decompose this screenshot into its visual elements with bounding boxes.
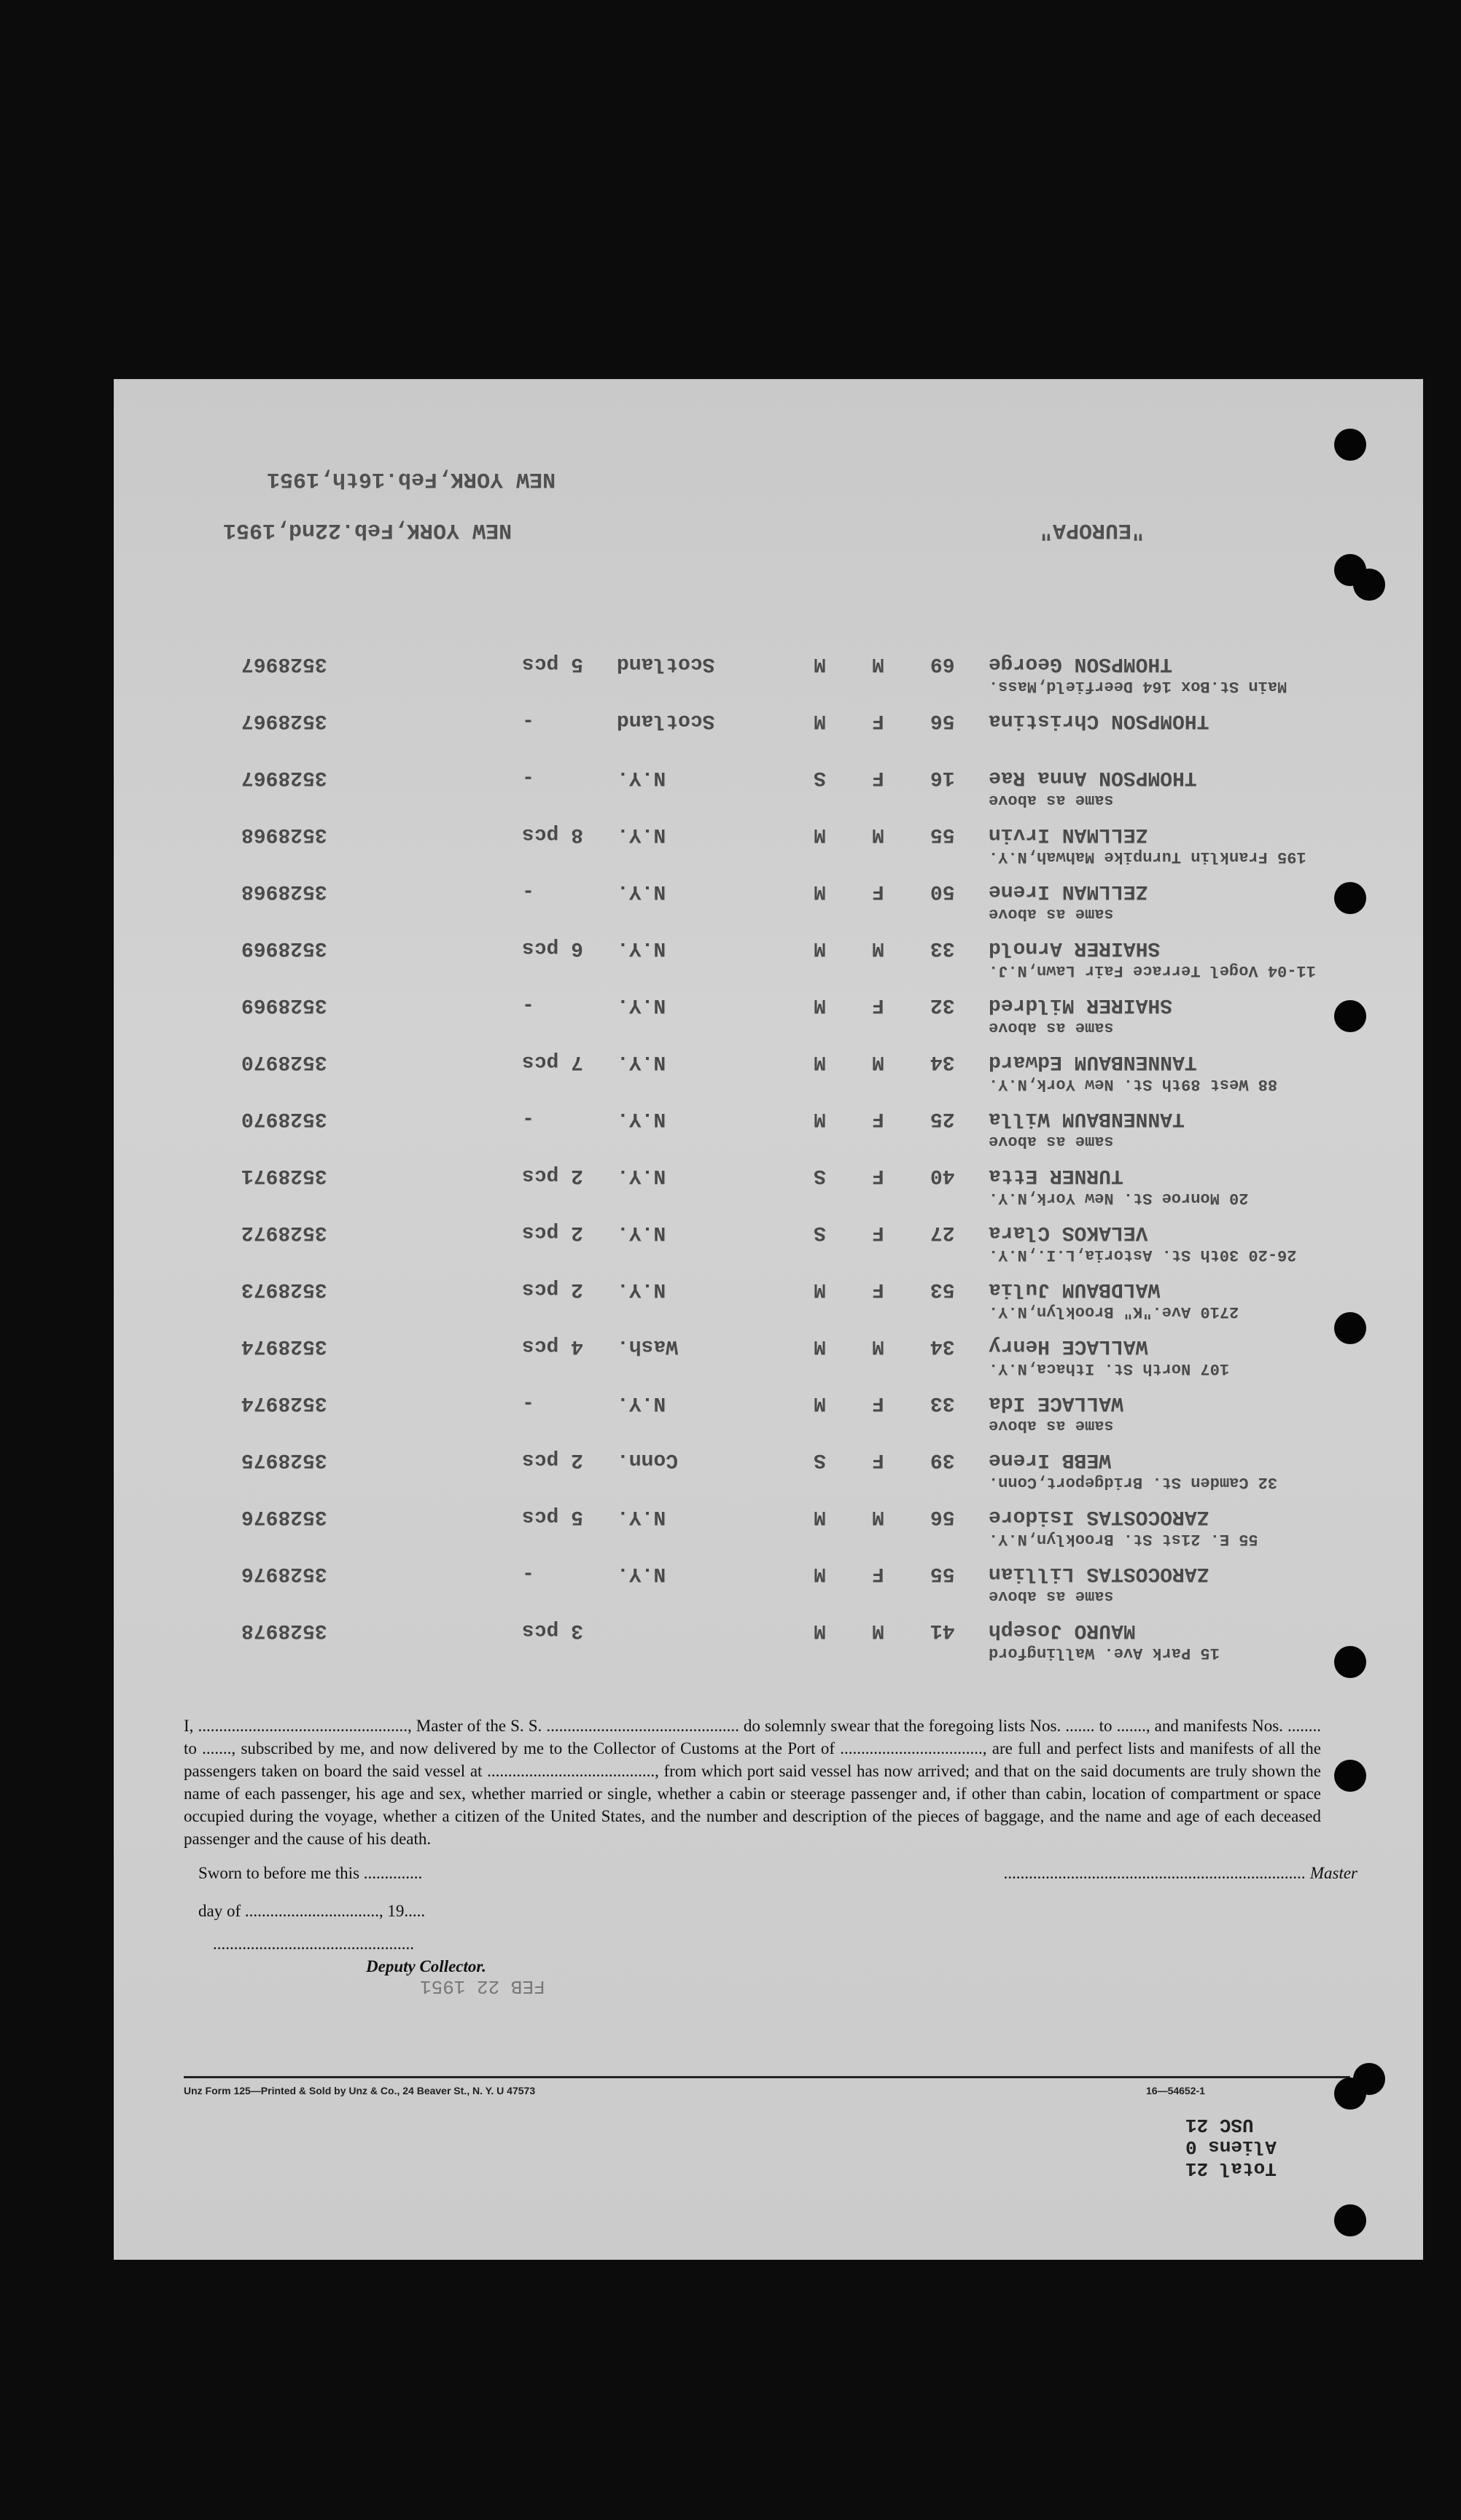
passenger-name: WALLACE Henry	[989, 1335, 1148, 1357]
passenger-row	[114, 709, 1423, 734]
passenger-pcs: -	[522, 709, 534, 732]
passenger-pcs: -	[522, 1562, 534, 1585]
passenger-row	[114, 1164, 1423, 1207]
passenger-age: 56	[930, 709, 955, 732]
passenger-sex: M	[872, 937, 884, 959]
passenger-status: M	[814, 1392, 826, 1414]
passenger-origin: N.Y.	[617, 1221, 666, 1244]
passenger-name: ZELLMAN Irvin	[989, 823, 1148, 846]
header-line-1: NEW YORK,Feb.16th,1951	[267, 467, 556, 491]
passenger-address: same as above	[989, 1416, 1114, 1435]
passenger-age: 53	[930, 1278, 955, 1300]
passenger-ticket: 3528974	[241, 1335, 327, 1357]
passenger-row	[114, 1505, 1423, 1548]
passenger-ticket: 3528978	[241, 1619, 327, 1642]
passenger-pcs: 2 pcs	[522, 1221, 584, 1244]
passenger-origin: N.Y.	[617, 1562, 666, 1585]
passenger-origin: Scotland	[617, 652, 715, 675]
punch-hole	[1334, 1312, 1366, 1344]
passenger-ticket: 3528967	[241, 766, 327, 789]
header-line-2: NEW YORK,Feb.22nd,1951	[223, 518, 513, 542]
passenger-name: WEBB Irene	[989, 1448, 1112, 1471]
form-imprint: Unz Form 125—Printed & Sold by Unz & Co., 24 Beaver St., N. Y. U 47573	[184, 2085, 536, 2096]
passenger-sex: M	[872, 1050, 884, 1073]
passenger-sex: F	[872, 1221, 884, 1244]
date-stamp: FEB 22 1951	[420, 1975, 545, 1997]
passenger-sex: M	[872, 652, 884, 675]
passenger-row	[114, 1619, 1423, 1662]
passenger-status: M	[814, 994, 826, 1016]
punch-hole	[1334, 882, 1366, 914]
passenger-age: 33	[930, 1392, 955, 1414]
passenger-name: ZAROCOSTAS Isidore	[989, 1505, 1209, 1528]
passenger-ticket: 3528970	[241, 1107, 327, 1130]
manifest-sheet	[114, 379, 1423, 2260]
passenger-sex: F	[872, 1278, 884, 1300]
passenger-address: 20 Monroe St. New York,N.Y.	[989, 1189, 1249, 1207]
passenger-name: THOMPSON Christina	[989, 709, 1209, 732]
passenger-origin: N.Y.	[617, 1050, 666, 1073]
passenger-address: same as above	[989, 905, 1114, 923]
passenger-ticket: 3528973	[241, 1278, 327, 1300]
passenger-pcs: 7 pcs	[522, 1050, 584, 1073]
passenger-sex: F	[872, 1448, 884, 1471]
passenger-ticket: 3528969	[241, 994, 327, 1016]
passenger-origin: N.Y.	[617, 1505, 666, 1528]
punch-hole	[1334, 429, 1366, 461]
passenger-origin: N.Y.	[617, 1392, 666, 1414]
punch-hole	[1334, 1000, 1366, 1032]
passenger-ticket: 3528970	[241, 1050, 327, 1073]
passenger-name: TURNER Etta	[989, 1164, 1123, 1187]
passenger-status: S	[814, 1221, 826, 1244]
passenger-row	[114, 880, 1423, 923]
sworn-line: Sworn to before me this ..............	[198, 1864, 423, 1882]
passenger-address: 32 Camden St. Bridgeport,Conn.	[989, 1473, 1278, 1491]
passenger-name: ZAROCOSTAS Lillian	[989, 1562, 1209, 1585]
passenger-status: M	[814, 880, 826, 902]
passenger-age: 50	[930, 880, 955, 902]
passenger-address: 2710 Ave."K" Brooklyn,N.Y.	[989, 1303, 1239, 1321]
passenger-pcs: 4 pcs	[522, 1335, 584, 1357]
passenger-row	[114, 823, 1423, 866]
passenger-status: M	[814, 1107, 826, 1130]
oath-paragraph: I, .................................................., Master of the S. S. .............................................. do solemnly swear that the foregoing lists Nos. ....... to ......., and manifests Nos. ........ to ......., subscribed by me, and now delivered by me to the Collector of Customs at the Port of .................................., are full and perfect lists and manifests of all the passengers taken on board the said vessel at ........................................, from which port said vessel has now arrived; and that on the said documents are truly shown the name of each passenger, his age and sex, whether married or single, whether a cabin or steerage passenger and, if other than cabin, location of compartment or space occupied during the voyage, whether a citizen of the United States, and the number and description of the pieces of baggage, and the name and age of each deceased passenger and the cause of his death.	[184, 1717, 1321, 1848]
passenger-origin: N.Y.	[617, 937, 666, 959]
passenger-status: M	[814, 937, 826, 959]
passenger-age: 40	[930, 1164, 955, 1187]
passenger-pcs: -	[522, 880, 534, 902]
passenger-origin: N.Y.	[617, 1164, 666, 1187]
passenger-sex: F	[872, 1562, 884, 1585]
passenger-status: M	[814, 1335, 826, 1357]
passenger-row	[114, 766, 1423, 809]
footer-rule	[184, 2076, 1350, 2078]
passenger-sex: F	[872, 994, 884, 1016]
master-signature-line: ........................................................................ Master	[1004, 1864, 1357, 1882]
passenger-sex: F	[872, 1107, 884, 1130]
passenger-sex: F	[872, 1164, 884, 1187]
master-oath	[184, 1715, 1357, 1978]
passenger-pcs: 3 pcs	[522, 1619, 584, 1642]
passenger-pcs: -	[522, 766, 534, 789]
passenger-age: 56	[930, 1505, 955, 1528]
passenger-name: TANNENBAUM Edward	[989, 1050, 1197, 1073]
passenger-address: same as above	[989, 1132, 1114, 1150]
passenger-pcs: 2 pcs	[522, 1164, 584, 1187]
passenger-row	[114, 994, 1423, 1037]
passenger-address: same as above	[989, 791, 1114, 809]
passenger-address: 11-04 Vogel Terrace Fair Lawn,N.J.	[989, 961, 1316, 980]
passenger-ticket: 3528968	[241, 880, 327, 902]
passenger-row	[114, 1221, 1423, 1264]
passenger-status: M	[814, 1505, 826, 1528]
passenger-status: M	[814, 1278, 826, 1300]
passenger-name: ZELLMAN Irene	[989, 880, 1148, 902]
passenger-age: 55	[930, 1562, 955, 1585]
passenger-status: M	[814, 709, 826, 732]
passenger-sex: F	[872, 709, 884, 732]
passenger-ticket: 3528969	[241, 937, 327, 959]
punch-hole	[1334, 2204, 1366, 2236]
tally-total: Total 21	[1185, 2158, 1277, 2180]
passenger-ticket: 3528976	[241, 1562, 327, 1585]
passenger-address: Main St.Box 164 Deerfield,Mass.	[989, 677, 1287, 695]
passenger-origin: N.Y.	[617, 1278, 666, 1300]
passenger-age: 34	[930, 1050, 955, 1073]
passenger-name: TANNENBAUM Willa	[989, 1107, 1185, 1130]
passenger-ticket: 3528975	[241, 1448, 327, 1471]
passenger-age: 33	[930, 937, 955, 959]
passenger-row	[114, 652, 1423, 695]
passenger-address: 26-20 30th St. Astoria,L.I.,N.Y.	[989, 1246, 1297, 1264]
passenger-address: 88 West 89th St. New York,N.Y.	[989, 1075, 1278, 1093]
passenger-ticket: 3528974	[241, 1392, 327, 1414]
passenger-age: 34	[930, 1335, 955, 1357]
passenger-sex: F	[872, 880, 884, 902]
passenger-pcs: -	[522, 1392, 534, 1414]
passenger-pcs: 6 pcs	[522, 937, 584, 959]
passenger-age: 16	[930, 766, 955, 789]
form-code: 16—54652-1	[1146, 2085, 1205, 2096]
passenger-row	[114, 1335, 1423, 1378]
passenger-sex: M	[872, 823, 884, 846]
passenger-sex: M	[872, 1505, 884, 1528]
passenger-origin: N.Y.	[617, 766, 666, 789]
punch-hole	[1353, 569, 1385, 601]
passenger-status: M	[814, 1050, 826, 1073]
passenger-sex: M	[872, 1335, 884, 1357]
passenger-status: S	[814, 766, 826, 789]
punch-hole	[1353, 2063, 1385, 2095]
passenger-row	[114, 937, 1423, 980]
passenger-name: THOMPSON Anna Rae	[989, 766, 1197, 789]
passenger-address: 107 North St. Ithaca,N.Y.	[989, 1360, 1230, 1378]
passenger-name: WALDBAUM Julia	[989, 1278, 1161, 1300]
passenger-age: 27	[930, 1221, 955, 1244]
passenger-pcs: 2 pcs	[522, 1278, 584, 1300]
passenger-name: WALLACE Ida	[989, 1392, 1123, 1414]
deputy-dots: ................................................	[213, 1935, 414, 1953]
deputy-collector-label: Deputy Collector.	[366, 1957, 486, 1975]
passenger-name: MAURO Joseph	[989, 1619, 1136, 1642]
passenger-address: 55 E. 21st St. Brooklyn,N.Y.	[989, 1530, 1258, 1548]
passenger-row	[114, 1050, 1423, 1093]
passenger-origin: Scotland	[617, 709, 715, 732]
passenger-pcs: -	[522, 1107, 534, 1130]
passenger-pcs: 5 pcs	[522, 652, 584, 675]
passenger-sex: M	[872, 1619, 884, 1642]
passenger-status: M	[814, 1562, 826, 1585]
tally-usc: USC 21	[1185, 2114, 1254, 2136]
passenger-row	[114, 1562, 1423, 1605]
passenger-row	[114, 1278, 1423, 1321]
passenger-sex: F	[872, 1392, 884, 1414]
passenger-ticket: 3528968	[241, 823, 327, 846]
passenger-sex: F	[872, 766, 884, 789]
passenger-status: M	[814, 652, 826, 675]
passenger-age: 69	[930, 652, 955, 675]
passenger-address: 15 Park Ave. Wallingford	[989, 1644, 1220, 1662]
ship-name: "EUROPA"	[1040, 518, 1145, 542]
passenger-pcs: 5 pcs	[522, 1505, 584, 1528]
passenger-tally	[1185, 2114, 1277, 2180]
passenger-name: VELAKOS Clara	[989, 1221, 1148, 1244]
passenger-origin: N.Y.	[617, 1107, 666, 1130]
passenger-age: 25	[930, 1107, 955, 1130]
passenger-row	[114, 1392, 1423, 1435]
passenger-status: S	[814, 1448, 826, 1471]
passenger-address: 195 Franklin Turnpike Mahwah,N.Y.	[989, 848, 1306, 866]
punch-hole	[1334, 1646, 1366, 1678]
passenger-ticket: 3528972	[241, 1221, 327, 1244]
passenger-ticket: 3528976	[241, 1505, 327, 1528]
passenger-age: 32	[930, 994, 955, 1016]
passenger-ticket: 3528971	[241, 1164, 327, 1187]
passenger-ticket: 3528967	[241, 652, 327, 675]
passenger-address: same as above	[989, 1018, 1114, 1037]
passenger-name: THOMPSON George	[989, 652, 1173, 675]
passenger-pcs: 2 pcs	[522, 1448, 584, 1471]
passenger-row	[114, 1107, 1423, 1150]
passenger-pcs: -	[522, 994, 534, 1016]
passenger-row	[114, 1448, 1423, 1491]
passenger-pcs: 8 pcs	[522, 823, 584, 846]
passenger-status: S	[814, 1164, 826, 1187]
day-line: day of ................................, 19.....	[198, 1902, 426, 1920]
passenger-status: M	[814, 1619, 826, 1642]
tally-aliens: Aliens 0	[1185, 2136, 1277, 2158]
passenger-origin: Wash.	[617, 1335, 679, 1357]
passenger-origin: N.Y.	[617, 880, 666, 902]
passenger-age: 41	[930, 1619, 955, 1642]
passenger-origin: Conn.	[617, 1448, 679, 1471]
passenger-ticket: 3528967	[241, 709, 327, 732]
passenger-age: 39	[930, 1448, 955, 1471]
passenger-origin: N.Y.	[617, 994, 666, 1016]
passenger-age: 55	[930, 823, 955, 846]
passenger-status: M	[814, 823, 826, 846]
punch-hole	[1334, 1760, 1366, 1792]
passenger-origin: N.Y.	[617, 823, 666, 846]
passenger-address: same as above	[989, 1587, 1114, 1605]
passenger-name: SHAIRER Arnold	[989, 937, 1161, 959]
passenger-name: SHAIRER Mildred	[989, 994, 1173, 1016]
